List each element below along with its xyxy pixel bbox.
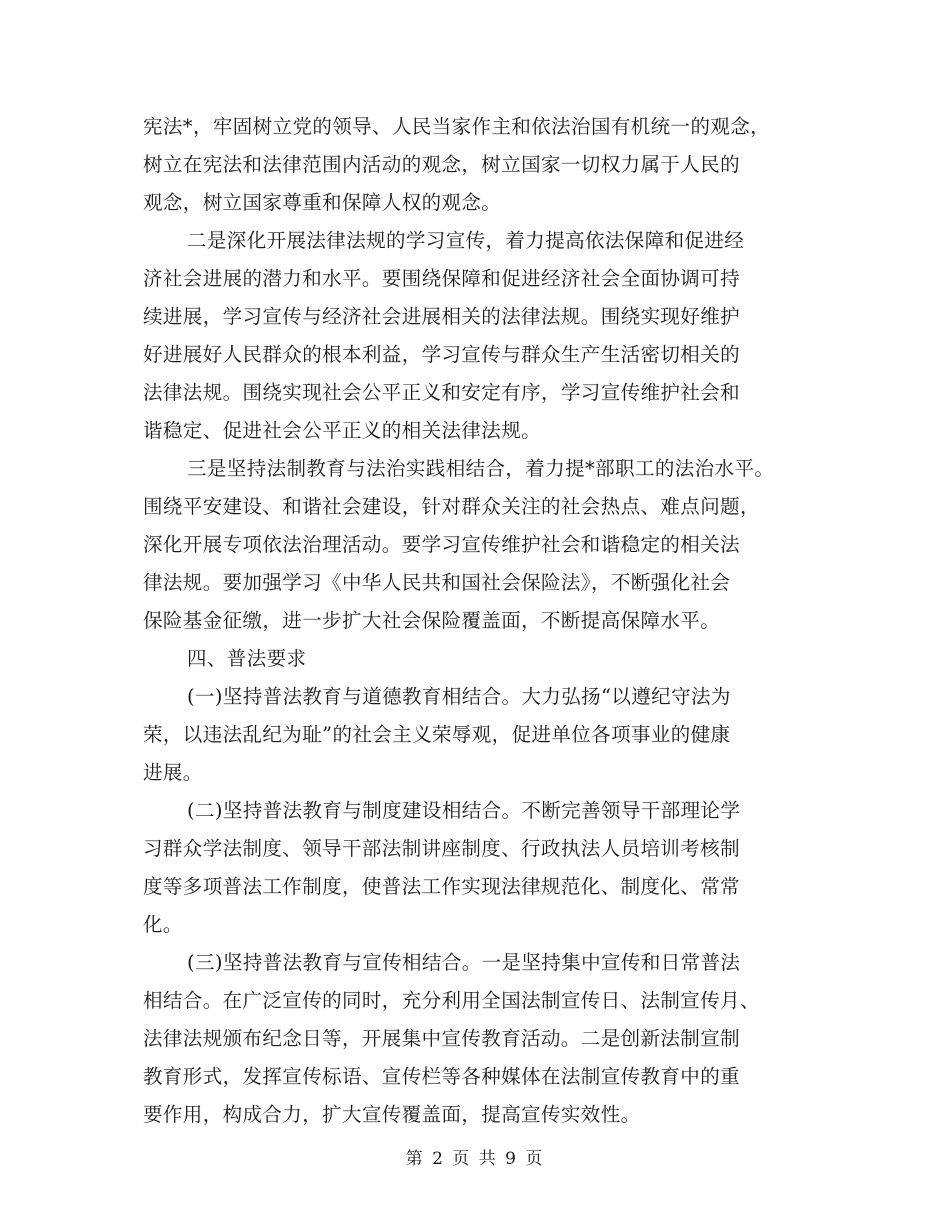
text-line: 观念，树立国家尊重和保障人权的观念。	[143, 191, 502, 214]
text-line: 续进展，学习宣传与经济社会进展相关的法律法规。围绕实现好维护	[143, 305, 741, 328]
text-line: 要作用，构成合力，扩大宣传覆盖面，提高宣传实效性。	[143, 1103, 641, 1126]
text-line: 好进展好人民群众的根本利益，学习宣传与群众生产生活密切相关的	[143, 343, 741, 366]
text-line: 树立在宪法和法律范围内活动的观念，树立国家一切权力属于人民的	[143, 153, 741, 176]
text-line: (三)坚持普法教育与宣传相结合。一是坚持集中宣传和日常普法	[187, 951, 741, 974]
text-line: 相结合。在广泛宣传的同时，充分利用全国法制宣传日、法制宣传月、	[143, 989, 760, 1012]
text-line: 宪法*，牢固树立党的领导、人民当家作主和依法治国有机统一的观念，	[143, 115, 771, 138]
text-line: 保险基金征缴，进一步扩大社会保险覆盖面，不断提高保障水平。	[143, 609, 721, 632]
text-line: 二是深化开展法律法规的学习宣传，着力提高依法保障和促进经	[187, 229, 745, 252]
text-line: 济社会进展的潜力和水平。要围绕保障和促进经济社会全面协调可持	[143, 267, 741, 290]
text-line: 进展。	[143, 761, 203, 784]
section-heading: 四、普法要求	[187, 647, 307, 670]
page-number: 第 2 页 共 9 页	[405, 1149, 545, 1169]
text-line: 三是坚持法制教育与法治实践相结合，着力提*部职工的法治水平。	[187, 457, 775, 480]
text-line: 化。	[143, 913, 183, 936]
text-line: (二)坚持普法教育与制度建设相结合。不断完善领导干部理论学	[187, 799, 741, 822]
text-line: 深化开展专项依法治理活动。要学习宣传维护社会和谐稳定的相关法	[143, 533, 741, 556]
text-line: (一)坚持普法教育与道德教育相结合。大力弘扬“以遵纪守法为	[187, 685, 731, 708]
text-line: 教育形式，发挥宣传标语、宣传栏等各种媒体在法制宣传教育中的重	[143, 1065, 741, 1088]
text-line: 谐稳定、促进社会公平正义的相关法律法规。	[143, 419, 542, 442]
text-line: 法律法规。围绕实现社会公平正义和安定有序，学习宣传维护社会和	[143, 381, 741, 404]
text-line: 围绕平安建设、和谐社会建设，针对群众关注的社会热点、难点问题，	[143, 495, 760, 518]
text-line: 法律法规颁布纪念日等，开展集中宣传教育活动。二是创新法制宣制	[143, 1027, 741, 1050]
text-line: 律法规。要加强学习《中华人民共和国社会保险法》，不断强化社会	[143, 571, 731, 594]
text-line: 荣，以违法乱纪为耻”的社会主义荣辱观，促进单位各项事业的健康	[143, 723, 731, 746]
text-line: 习群众学法制度、领导干部法制讲座制度、行政执法人员培训考核制	[143, 837, 741, 860]
text-line: 度等多项普法工作制度，使普法工作实现法律规范化、制度化、常常	[143, 875, 741, 898]
